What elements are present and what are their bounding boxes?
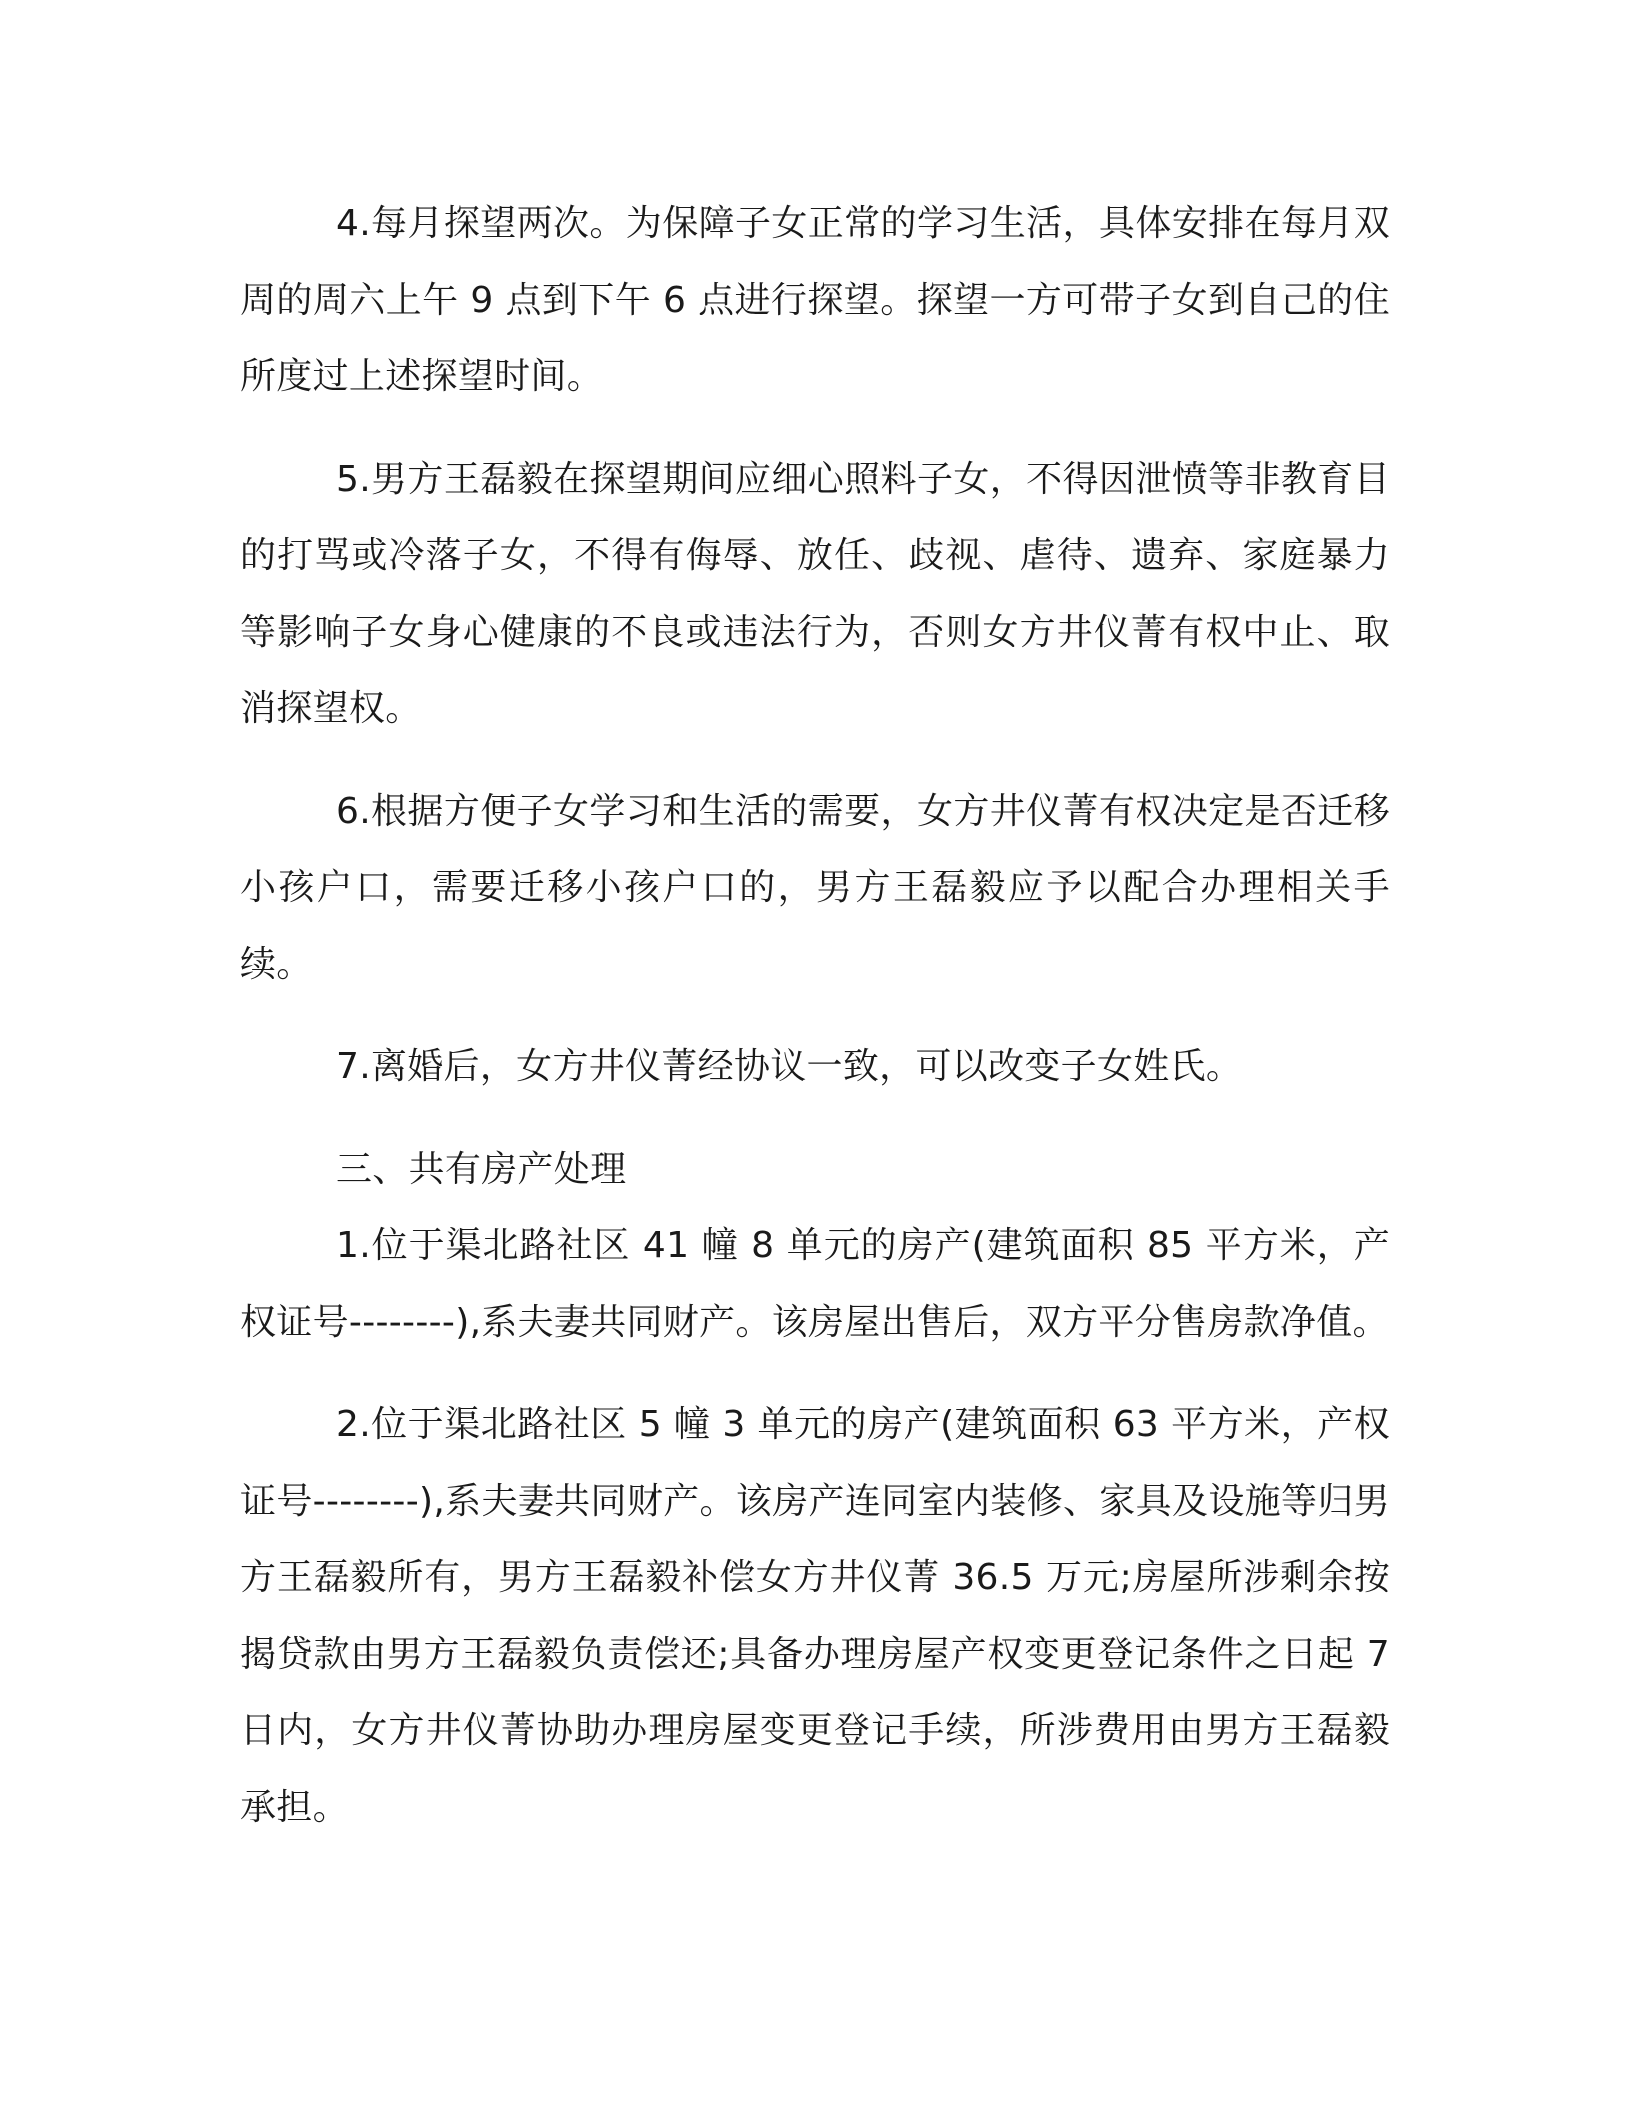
paragraph-household-registration: 6.根据方便子女学习和生活的需要，女方井仪菁有权决定是否迁移小孩户口，需要迁移小孩户口的，男方王磊毅应予以配合办理相关手续。 [240,790,1390,985]
section-heading: 三、共有房产处理 [336,1148,627,1190]
paragraph-property-2: 2.位于渠北路社区 5 幢 3 单元的房产(建筑面积 63 平方米，产权证号--------),系夫妻共同财产。该房产连同室内装修、家具及设施等归男方王磊毅所有，男方王磊毅补偿女方井仪菁 36.5 万元;房屋所涉剩余按揭贷款由男方王磊毅负责偿还;具备办理房屋产权变更登记条件之日起 7 日内，女方井仪菁协助办理房屋变更登记手续，所涉费用由男方王磊毅承担。 [240,1404,1390,1828]
paragraph-property-1: 1.位于渠北路社区 41 幢 8 单元的房产(建筑面积 85 平方米，产权证号--------),系夫妻共同财产。该房屋出售后，双方平分售房款净值。 [240,1225,1390,1343]
paragraph-visitation-schedule: 4.每月探望两次。为保障子女正常的学习生活，具体安排在每月双周的周六上午 9 点到下午 6 点进行探望。探望一方可带子女到自己的住所度过上述探望时间。 [240,203,1390,397]
paragraph-surname-change: 7.离婚后，女方井仪菁经协议一致，可以改变子女姓氏。 [336,1046,1243,1087]
document-page [240,186,1390,1846]
paragraph-visitation-conduct: 5.男方王磊毅在探望期间应细心照料子女，不得因泄愤等非教育目的打骂或冷落子女，不得有侮辱、放任、歧视、虐待、遗弃、家庭暴力等影响子女身心健康的不良或违法行为，否则女方井仪菁有权中止、取消探望权。 [240,458,1390,729]
